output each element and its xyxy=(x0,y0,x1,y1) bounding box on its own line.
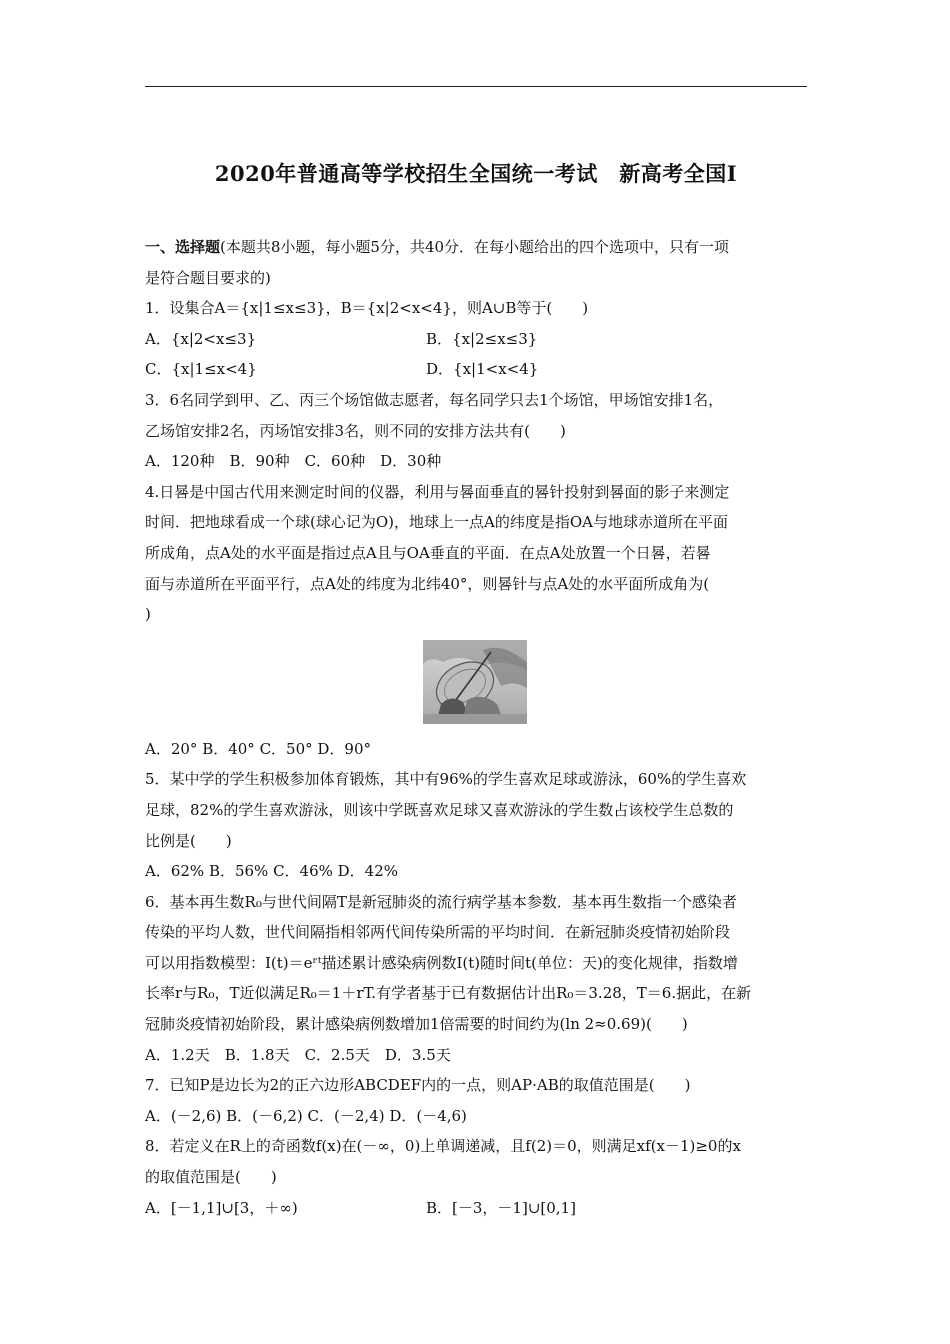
q1-option-a: A．{x|2<x≤3} xyxy=(145,329,257,348)
q6-line-5: 冠肺炎疫情初始阶段，累计感染病例数增加1倍需要的时间约为(ln 2≈0.69)( ) xyxy=(145,1015,688,1034)
q4-line-4: 面与赤道所在平面平行，点A处的纬度为北纬40°，则晷针与点A处的水平面所成角为( xyxy=(145,574,710,593)
q7-stem: 7．已知P是边长为2的正六边形ABCDEF内的一点，则AP·AB的取值范围是( ) xyxy=(145,1076,691,1095)
q6-line-3: 可以用指数模型：I(t)＝eʳᵗ描述累计感染病例数I(t)随时间t(单位：天)的变化规律，指数增 xyxy=(145,953,738,972)
q1-option-c: C．{x|1≤x<4} xyxy=(145,360,257,379)
q6-options: A．1.2天 B．1.8天 C．2.5天 D．3.5天 xyxy=(145,1045,451,1064)
q8-option-b: B．[－3，－1]∪[0,1] xyxy=(426,1198,576,1217)
q6-line-4: 长率r与R₀，T近似满足R₀＝1＋rT.有学者基于已有数据估计出R₀＝3.28，T＝6.据此，在新 xyxy=(145,984,752,1003)
q5-options: A．62% B．56% C．46% D．42% xyxy=(145,862,399,881)
q1-option-d: D．{x|1<x<4} xyxy=(426,360,539,379)
q4-line-2: 时间．把地球看成一个球(球心记为O)，地球上一点A的纬度是指OA与地球赤道所在平面 xyxy=(145,513,728,532)
sundial-photo xyxy=(423,640,527,724)
q6-line-1: 6．基本再生数R₀与世代间隔T是新冠肺炎的流行病学基本参数．基本再生数指一个感染者 xyxy=(145,892,737,911)
q5-line-2: 足球，82%的学生喜欢游泳，则该中学既喜欢足球又喜欢游泳的学生数占该校学生总数的 xyxy=(145,800,734,819)
exam-title: 2020年普通高等学校招生全国统一考试 新高考全国Ⅰ xyxy=(214,161,738,186)
q1-option-b: B．{x|2≤x≤3} xyxy=(426,329,538,348)
q1-options-row2 xyxy=(145,354,807,385)
section-heading-line xyxy=(145,232,807,263)
q5-line-1: 5．某中学的学生积极参加体育锻炼，其中有96%的学生喜欢足球或游泳，60%的学生喜欢 xyxy=(145,770,747,789)
q8-options-row1 xyxy=(145,1193,807,1224)
q4-line-3: 所成角，点A处的水平面是指过点A且与OA垂直的平面．在点A处放置一个日晷，若晷 xyxy=(145,543,711,562)
q1-stem: 1．设集合A＝{x|1≤x≤3}，B＝{x|2<x<4}，则A∪B等于( ) xyxy=(145,299,589,318)
sundial-image xyxy=(423,640,527,724)
section-desc-1: (本题共8小题，每小题5分，共40分．在每小题给出的四个选项中，只有一项 xyxy=(220,238,730,256)
q8-line-2: 的取值范围是( ) xyxy=(145,1168,277,1187)
q5-line-3: 比例是( ) xyxy=(145,831,232,850)
q6-line-2: 传染的平均人数，世代间隔指相邻两代间传染所需的平均时间．在新冠肺炎疫情初始阶段 xyxy=(145,923,731,942)
q1-options-row1 xyxy=(145,324,807,355)
q7-options: A．(－2,6) B．(－6,2) C．(－2,4) D．(－4,6) xyxy=(145,1106,467,1125)
section-desc-2: 是符合题目要求的) xyxy=(145,268,271,287)
q3-line-1: 3．6名同学到甲、乙、丙三个场馆做志愿者，每名同学只去1个场馆，甲场馆安排1名， xyxy=(145,390,724,409)
section-heading: 一、选择题 xyxy=(145,238,221,256)
q8-line-1: 8．若定义在R上的奇函数f(x)在(－∞，0)上单调递减，且f(2)＝0，则满足xf(x－1)≥0的x xyxy=(145,1137,741,1156)
q8-option-a: A．[－1,1]∪[3，＋∞) xyxy=(145,1198,298,1217)
q4-line-5: ) xyxy=(145,605,151,624)
q4-options: A．20° B．40° C．50° D．90° xyxy=(145,739,372,758)
q4-line-1: 4.日晷是中国古代用来测定时间的仪器，利用与晷面垂直的晷针投射到晷面的影子来测定 xyxy=(145,482,730,501)
top-rule xyxy=(145,86,807,87)
q3-line-2: 乙场馆安排2名，丙场馆安排3名，则不同的安排方法共有( ) xyxy=(145,421,566,440)
q3-options: A．120种 B．90种 C．60种 D．30种 xyxy=(145,452,442,471)
question-content xyxy=(145,232,807,1223)
